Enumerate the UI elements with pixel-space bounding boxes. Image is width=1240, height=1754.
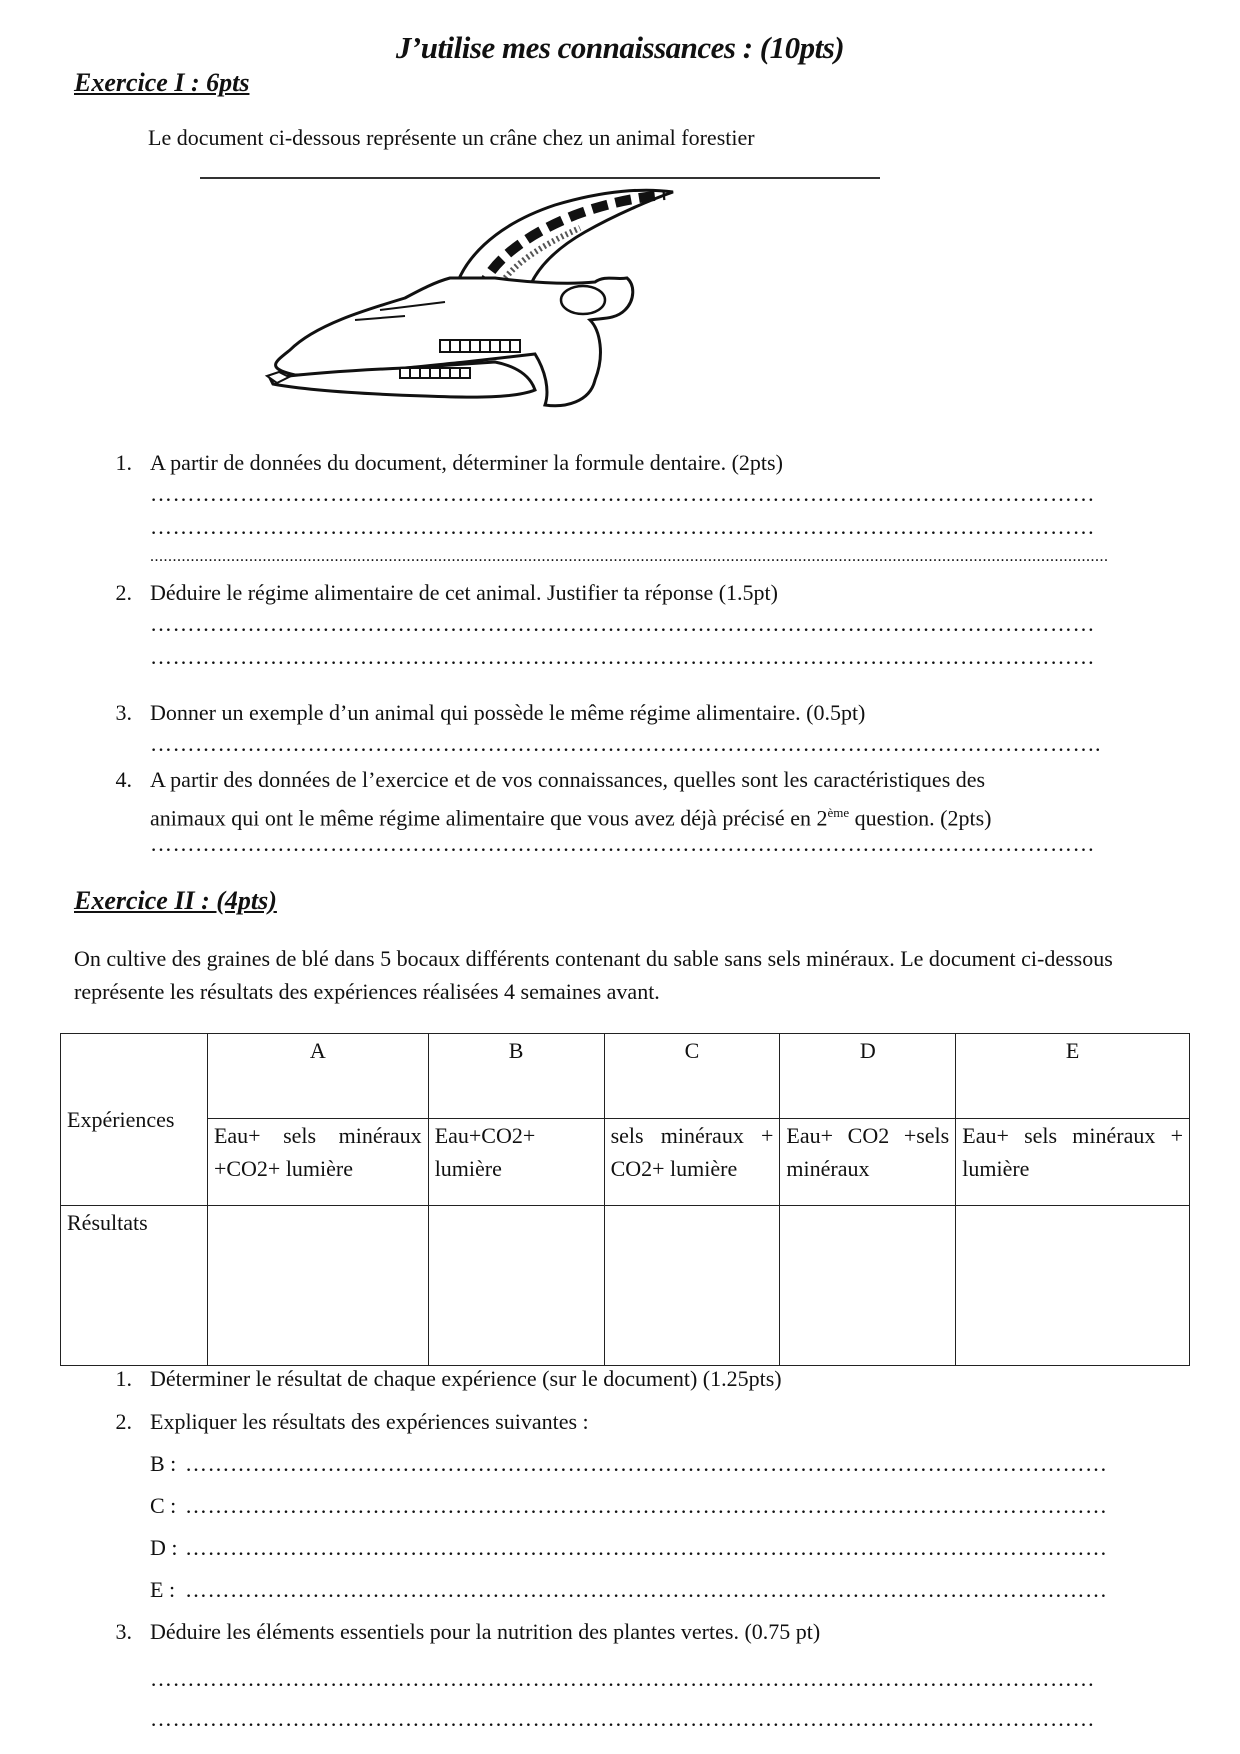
page-title: J’utilise mes connaissances : (10pts) xyxy=(395,30,845,65)
condition-cell: Eau+ CO2 +sels minéraux xyxy=(780,1119,956,1206)
ex1-q4-line2: animaux qui ont le même régime alimentaire que vous avez déjà précisé en 2ème question. (2pts) xyxy=(150,805,992,831)
result-cell[interactable] xyxy=(207,1206,428,1366)
condition-cell: Eau+ sels minéraux +CO2+ lumière xyxy=(207,1119,428,1206)
answer-label-d: D : xyxy=(150,1535,178,1560)
answer-line[interactable]: ……………………………………………………………………………………………………………… xyxy=(150,644,1095,669)
column-letter: B xyxy=(428,1034,604,1119)
result-cell[interactable] xyxy=(604,1206,780,1366)
ex2-q3-text: Déduire les éléments essentiels pour la nutrition des plantes vertes. (0.75 pt) xyxy=(150,1619,821,1644)
answer-line[interactable]: …………………………………………………………………………………………………………… xyxy=(185,1451,1108,1476)
answer-line[interactable]: ……………………………………………………………………………………………………………… xyxy=(150,1706,1095,1731)
column-letter: A xyxy=(207,1034,428,1119)
answer-line[interactable]: …………………………………………………………………………………………………………… xyxy=(185,1535,1108,1560)
ex1-q4-line1: A partir des données de l’exercice et de vos connaissances, quelles sont les caractéristiques des xyxy=(150,767,986,792)
answer-line[interactable]: …………………………………………………………………………………………………………… xyxy=(185,1577,1108,1602)
answer-label-c: C : xyxy=(150,1493,177,1518)
answer-line[interactable]: …………………………………………………………………………………………………………… xyxy=(185,1493,1108,1518)
ex2-q2-text: Expliquer les résultats des expériences suivantes : xyxy=(150,1409,589,1434)
answer-line[interactable]: ……………………………………………………………………………………………………………… xyxy=(150,611,1095,636)
exercise-2-intro: On cultive des graines de blé dans 5 bocaux différents contenant du sable sans sels minéraux. Le document ci-dessous représente les résultats des expériences réalisées 4 semaines avant. xyxy=(74,946,1113,1004)
result-cell[interactable] xyxy=(956,1206,1190,1366)
result-cell[interactable] xyxy=(780,1206,956,1366)
exercise-1-heading: Exercice I : 6pts xyxy=(74,68,250,97)
condition-cell: sels minéraux + CO2+ lumière xyxy=(604,1119,780,1206)
answer-line[interactable]: ………………………………………………………………………………………………………………. xyxy=(150,731,1101,756)
exercise-2-heading: Exercice II : (4pts) xyxy=(74,886,277,915)
column-letter: E xyxy=(956,1034,1190,1119)
ex1-q1-number: 1. xyxy=(115,450,132,475)
answer-label-e: E : xyxy=(150,1577,176,1602)
ex2-q1-number: 1. xyxy=(115,1366,132,1391)
ex2-q2-number: 2. xyxy=(115,1409,132,1434)
skull-drawing xyxy=(195,170,895,415)
ex2-q3-number: 3. xyxy=(115,1619,132,1644)
row-label-experiences: Expériences xyxy=(61,1034,208,1206)
ex1-q4-number: 4. xyxy=(115,767,132,792)
result-cell[interactable] xyxy=(428,1206,604,1366)
ex1-q3-text: Donner un exemple d’un animal qui possède le même régime alimentaire. (0.5pt) xyxy=(150,700,866,725)
answer-line[interactable]: ……………………………………………………………………………………………………………… xyxy=(150,831,1095,856)
ex1-q2-number: 2. xyxy=(115,580,132,605)
row-label-results: Résultats xyxy=(61,1206,208,1366)
ex1-q2-text: Déduire le régime alimentaire de cet animal. Justifier ta réponse (1.5pt) xyxy=(150,580,778,605)
condition-cell: Eau+CO2+ lumière xyxy=(428,1119,604,1206)
answer-line[interactable]: ..................................................................................................................................................................................................................... xyxy=(150,548,1109,565)
ex2-q1-text: Déterminer le résultat de chaque expérience (sur le document) (1.25pts) xyxy=(150,1366,782,1391)
experiments-table xyxy=(60,1033,1190,1366)
answer-label-b: B : xyxy=(150,1451,177,1476)
answer-line[interactable]: ……………………………………………………………………………………………………………… xyxy=(150,481,1095,506)
answer-line[interactable]: ……………………………………………………………………………………………………………… xyxy=(150,514,1095,539)
answer-line[interactable]: ……………………………………………………………………………………………………………… xyxy=(150,1666,1095,1691)
condition-cell: Eau+ sels minéraux + lumière xyxy=(956,1119,1190,1206)
column-letter: C xyxy=(604,1034,780,1119)
exercise-1-intro: Le document ci-dessous représente un crâne chez un animal forestier xyxy=(148,125,755,150)
ex1-q3-number: 3. xyxy=(115,700,132,725)
column-letter: D xyxy=(780,1034,956,1119)
ex1-q1-text: A partir de données du document, déterminer la formule dentaire. (2pts) xyxy=(150,450,783,475)
